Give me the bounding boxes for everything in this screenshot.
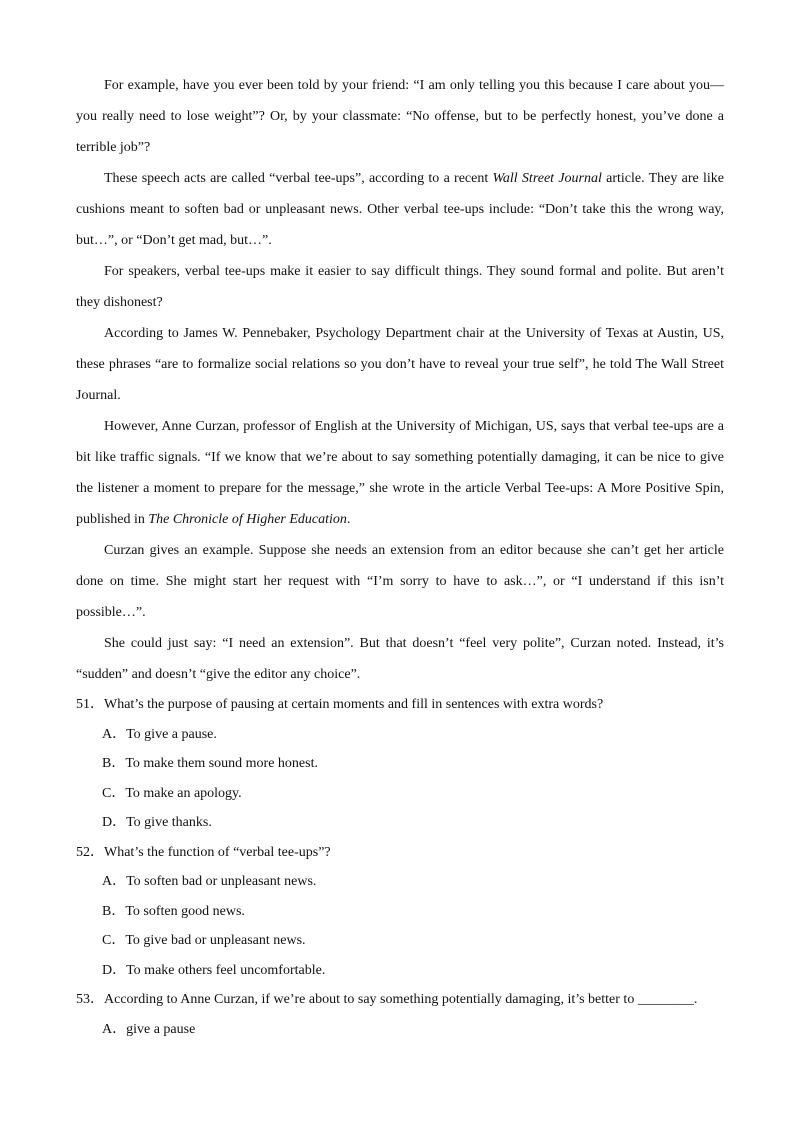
paragraph-5-text-end: . xyxy=(346,512,351,527)
chronicle-title: The Chronicle of Higher Education xyxy=(148,512,347,527)
wall-street-journal-title: Wall Street Journal xyxy=(492,171,602,186)
question-52-stem: 52．What’s the function of “verbal tee-ups”? xyxy=(76,844,331,860)
question-53-stem: 53．According to Anne Curzan, if we’re about to say something potentially damaging, it’s better to ________. xyxy=(76,992,698,1007)
question-52-option-a: A．To soften bad or unpleasant news. xyxy=(102,874,317,889)
question-52-option-b: B．To soften good news. xyxy=(102,903,245,919)
paragraph-2-text-start: These speech acts are called “verbal tee-ups”, according to a recent xyxy=(104,171,493,186)
question-51-option-d: D．To give thanks. xyxy=(102,815,212,830)
passage-paragraph-4: According to James W. Pennebaker, Psychology Department chair at the University of Texas at Austin, US, these phrases “are to formalize social relations so you don’t have to reveal your true self”, he told The Wall Street Journal. xyxy=(76,326,724,403)
paragraph-5-text-start: However, Anne Curzan, professor of English at the University of Michigan, US, says that verbal tee-ups are a bit like traffic signals. “If we know that we’re about to say something potentially damaging, it can be nice to give the listener a moment to prepare for the message,” she wrote in the article Verbal Tee-ups: A More Positive Spin, published in xyxy=(76,419,724,527)
paragraph-2-text-end: article. They are like cushions meant to soften bad or unpleasant news. Other verbal tee-ups include: “Don’t take this the wrong way, but…”, or “Don’t get mad, but…”. xyxy=(76,171,725,248)
passage-paragraph-3: For speakers, verbal tee-ups make it easier to say difficult things. They sound formal and polite. But aren’t they dishonest? xyxy=(76,264,724,310)
passage-paragraph-1: For example, have you ever been told by your friend: “I am only telling you this because I care about you—you really need to lose weight”? Or, by your classmate: “No offense, but to be perfectly honest, you’ve done a terrible job”? xyxy=(76,78,724,155)
question-53-option-a: A．give a pause xyxy=(102,1021,196,1037)
passage-paragraph-6: Curzan gives an example. Suppose she needs an extension from an editor because she can’t get her article done on time. She might start her request with “I’m sorry to have to ask…”, or “I understand if this isn’t possible…”. xyxy=(76,543,724,620)
document-page xyxy=(76,70,724,1044)
question-51-stem: 51．What’s the purpose of pausing at certain moments and fill in sentences with extra words? xyxy=(76,697,604,712)
question-52-option-c: C．To give bad or unpleasant news. xyxy=(102,933,306,948)
question-51-option-b: B．To make them sound more honest. xyxy=(102,756,318,771)
question-51-option-c: C．To make an apology. xyxy=(102,785,242,801)
passage-paragraph-2 xyxy=(76,163,724,256)
question-52-option-d: D．To make others feel uncomfortable. xyxy=(102,962,326,978)
question-51-option-a: A．To give a pause. xyxy=(102,726,217,742)
question-52 xyxy=(76,838,724,986)
passage-paragraph-5 xyxy=(76,411,724,535)
question-53 xyxy=(76,985,724,1044)
question-51 xyxy=(76,690,724,838)
passage-paragraph-7: She could just say: “I need an extension”. But that doesn’t “feel very polite”, Curzan noted. Instead, it’s “sudden” and doesn’t “give the editor any choice”. xyxy=(76,636,724,682)
